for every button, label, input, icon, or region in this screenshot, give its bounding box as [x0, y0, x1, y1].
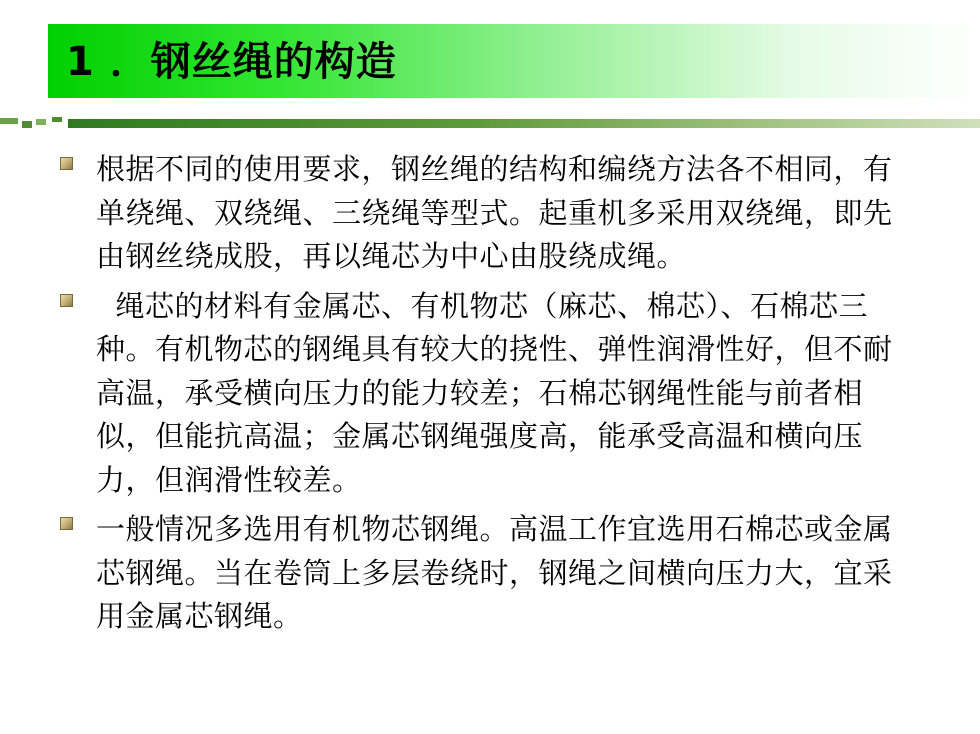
bullet-item — [60, 508, 920, 639]
decorative-dash — [52, 117, 62, 122]
bullet-item — [60, 285, 920, 503]
square-bullet-icon — [60, 517, 73, 530]
bullet-list — [60, 148, 920, 645]
square-bullet-icon — [60, 157, 73, 170]
bullet-text: 根据不同的使用要求，钢丝绳的结构和编绕方法各不相同，有单绕绳、双绕绳、三绕绳等型式。起重机多采用双绕绳，即先由钢丝绕成股，再以绳芯为中心由股绕成绳。 — [96, 152, 893, 273]
title-underline — [68, 119, 980, 128]
bullet-text: 绳芯的材料有金属芯、有机物芯（麻芯、棉芯）、石棉芯三种。有机物芯的钢绳具有较大的挠性、弹性润滑性好，但不耐高温，承受横向压力的能力较差；石棉芯钢绳性能与前者相似，但能抗高温；金属芯钢绳强度高，能承受高温和横向压力，但润滑性较差。 — [96, 288, 893, 497]
decorative-dash — [22, 121, 32, 128]
slide-title: 1 ．钢丝绳的构造 — [66, 39, 397, 85]
decorative-dash — [36, 119, 46, 125]
decorative-dash — [0, 118, 18, 124]
square-bullet-icon — [60, 294, 73, 307]
bullet-text: 一般情况多选用有机物芯钢绳。高温工作宜选用石棉芯或金属芯钢绳。当在卷筒上多层卷绕时，钢绳之间横向压力大，宜采用金属芯钢绳。 — [96, 512, 893, 633]
bullet-item — [60, 148, 920, 279]
